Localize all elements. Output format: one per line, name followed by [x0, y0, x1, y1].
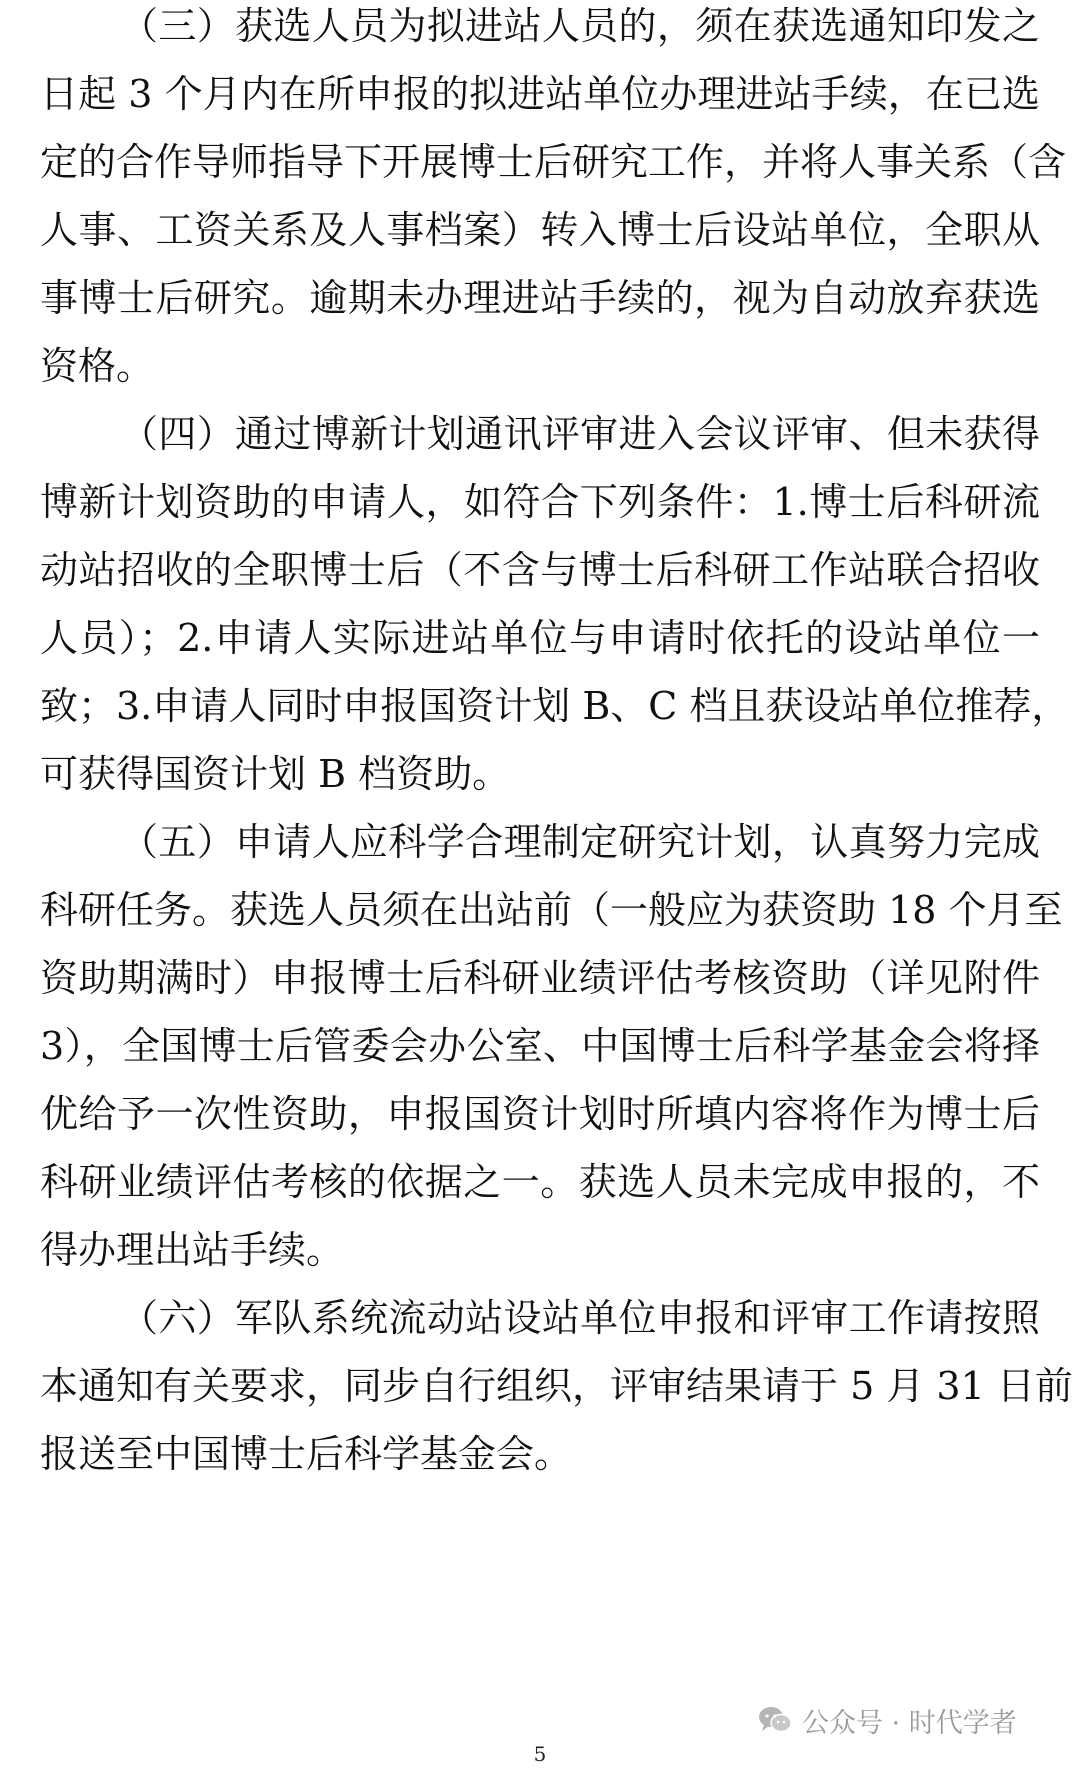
paragraph-line: 动站招收的全职博士后（不含与博士后科研工作站联合招收	[40, 548, 1040, 592]
paragraph-line: 科研业绩评估考核的依据之一。获选人员未完成申报的，不	[40, 1160, 1040, 1204]
paragraph-line: 日起 3 个月内在所申报的拟进站单位办理进站手续，在已选	[40, 72, 1040, 116]
watermark-text: 公众号 · 时代学者	[802, 1707, 1017, 1739]
wechat-watermark	[758, 1700, 1017, 1740]
paragraph-line: 定的合作导师指导下开展博士后研究工作，并将人事关系（含	[40, 140, 1067, 184]
paragraph-line: 报送至中国博士后科学基金会。	[40, 1432, 573, 1476]
paragraph-line: （四）通过博新计划通讯评审进入会议评审、但未获得	[120, 412, 1040, 456]
paragraph-line: 资格。	[40, 344, 155, 388]
paragraph-line: （三）获选人员为拟进站人员的，须在获选通知印发之	[120, 4, 1040, 48]
paragraph-line: 优给予一次性资助，申报国资计划时所填内容将作为博士后	[40, 1092, 1040, 1136]
paragraph-line: 资助期满时）申报博士后科研业绩评估考核资助（详见附件	[40, 956, 1040, 1000]
paragraph-line: （五）申请人应科学合理制定研究计划，认真努力完成	[120, 820, 1040, 864]
wechat-icon	[758, 1705, 792, 1735]
paragraph-line: 科研任务。获选人员须在出站前（一般应为获资助 18 个月至	[40, 888, 1063, 932]
paragraph-line: 本通知有关要求，同步自行组织，评审结果请于 5 月 31 日前	[40, 1364, 1073, 1408]
paragraph-line: 可获得国资计划 B 档资助。	[40, 752, 511, 796]
paragraph-line: 得办理出站手续。	[40, 1228, 345, 1272]
paragraph-line: 致；3.申请人同时申报国资计划 B、C 档且获设站单位推荐，	[40, 684, 1070, 728]
paragraph-line: 人员）；2.申请人实际进站单位与申请时依托的设站单位一	[40, 616, 1040, 660]
paragraph-line: 博新计划资助的申请人，如符合下列条件：1.博士后科研流	[40, 480, 1040, 524]
paragraph-line: 事博士后研究。逾期未办理进站手续的，视为自动放弃获选	[40, 276, 1040, 320]
paragraph-line: （六）军队系统流动站设站单位申报和评审工作请按照	[120, 1296, 1040, 1340]
paragraph-line: 人事、工资关系及人事档案）转入博士后设站单位，全职从	[40, 208, 1040, 252]
paragraph-line: 3），全国博士后管委会办公室、中国博士后科学基金会将择	[40, 1024, 1040, 1068]
page-number: 5	[533, 1742, 547, 1766]
